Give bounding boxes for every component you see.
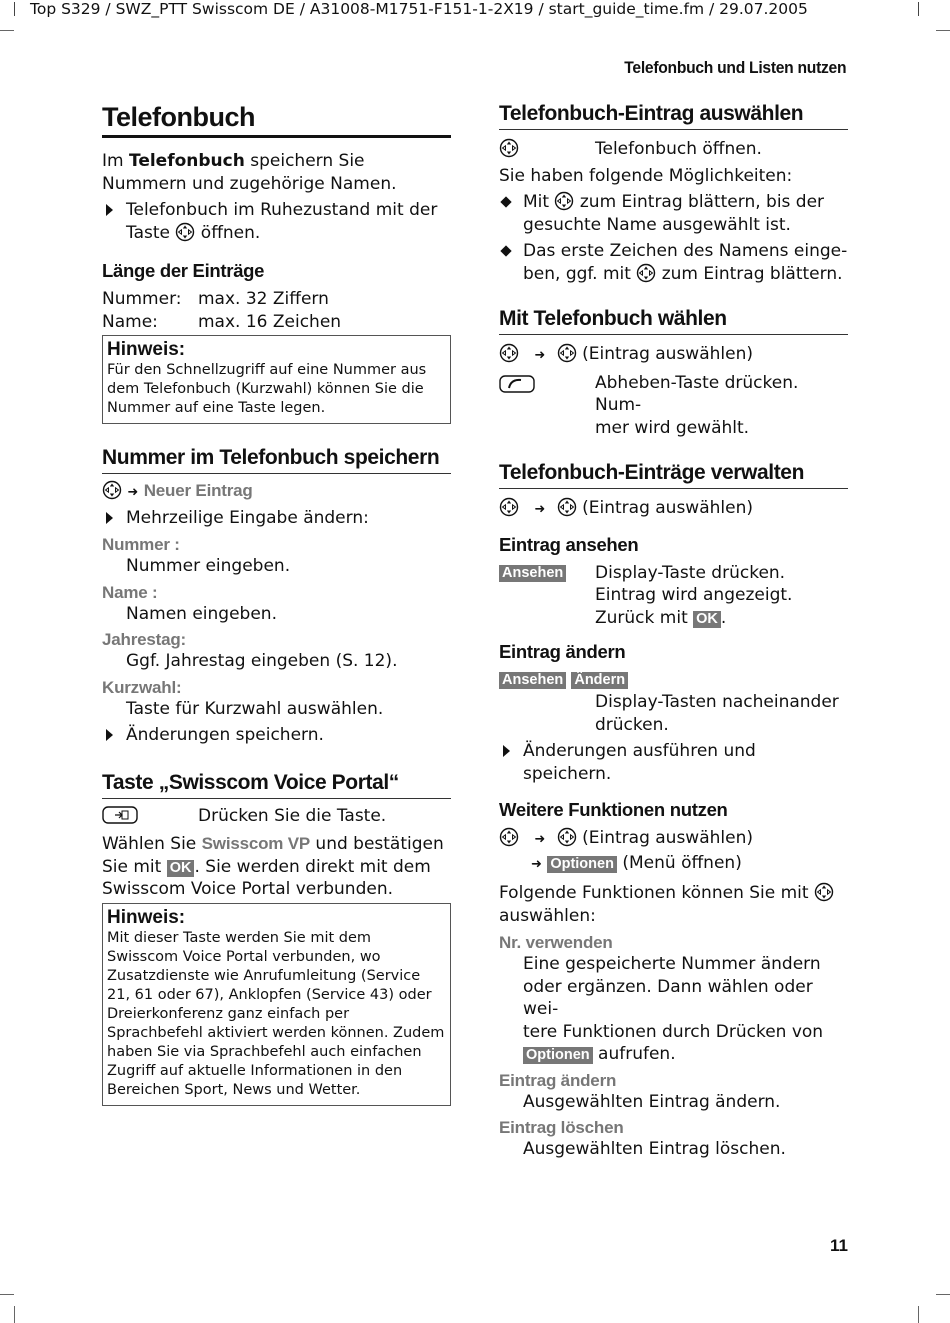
crop-mark (936, 1294, 950, 1295)
section-header: Telefonbuch und Listen nutzen (624, 58, 846, 77)
arrow-right-icon: ➜ (531, 856, 542, 872)
select-entry-row: ➜ (Eintrag auswählen) (499, 497, 848, 522)
navigation-key-icon (499, 497, 519, 517)
arrow-right-icon: ➜ (534, 502, 546, 517)
length-row: Name: max. 16 Zeichen (102, 311, 342, 332)
option-item: Das erste Zeichen des Namens einge- ben, ggf. mit zum Eintrag blättern. (499, 240, 848, 285)
note-heading: Hinweis: (107, 339, 186, 360)
apply-changes-instruction: Änderungen ausführen und speichern. (499, 740, 848, 785)
field-item: Kurzwahl: Taste für Kurzwahl auswählen. (102, 677, 384, 719)
voice-portal-heading: Taste „Swisscom Voice Portal“ (102, 771, 451, 799)
navigation-key-icon (175, 222, 195, 242)
crop-mark (0, 30, 14, 31)
navigation-key-icon (814, 882, 834, 902)
arrow-bullet-icon (106, 204, 113, 216)
dial-row: Abheben-Taste drücken. Num- mer wird gewählt. (499, 372, 848, 440)
edit-softkeys (499, 669, 848, 689)
open-instruction: Telefonbuch im Ruhezustand mit der Taste öffnen. (102, 199, 451, 244)
option-item: Mit zum Eintrag blättern, bis der gesuchte Name ausgewählt ist. (499, 191, 848, 236)
note-body: Mit dieser Taste werden Sie mit dem Swisscom Voice Portal verbunden, wo Zusatzdienste wie Anrufumleitung (Service 21, 61 oder 67), Anklopfen (Service 43) oder Dreierkonferenz ganz einfach per Sprachbefehl aktiviert werden können. Zudem haben Sie via Sprachbefehl auch einfachen Zugriff auf aktuelle Informationen in den Bereichen Sport, News und Wetter. (107, 929, 445, 1098)
multiline-instruction: Mehrzeilige Eingabe ändern: (102, 507, 451, 530)
note-box (102, 335, 451, 424)
page-title: Telefonbuch (102, 102, 451, 138)
speichern-heading: Nummer im Telefonbuch speichern (102, 446, 451, 474)
verwalten-heading: Telefonbuch-Einträge verwalten (499, 461, 848, 489)
field-item: Name : Namen eingeben. (102, 582, 277, 624)
voice-key-row: Drücken Sie die Taste. (102, 805, 451, 828)
optionen-softkey[interactable]: Optionen (547, 856, 617, 873)
navigation-key-icon (499, 827, 519, 847)
crop-mark (936, 30, 950, 31)
auswaehlen-heading: Telefonbuch-Eintrag auswählen (499, 102, 848, 130)
navigation-key-icon (499, 138, 519, 158)
navigation-key-icon (102, 480, 122, 500)
edit-description: Display-Tasten nacheinander drücken. (595, 692, 839, 735)
navigation-key-icon (636, 263, 656, 283)
note-box (102, 903, 451, 1106)
ansehen-softkey[interactable]: Ansehen (499, 565, 566, 582)
navigation-key-icon (554, 191, 574, 211)
left-column (102, 102, 451, 1106)
options-menu-row: ➜ Optionen (Menü öffnen) (499, 852, 848, 877)
select-entry-row: ➜ (Eintrag auswählen) (499, 343, 848, 368)
intro-text: Im Telefonbuch speichern Sie Nummern und zugehörige Namen. (102, 151, 397, 194)
new-entry-path (102, 480, 451, 505)
function-item: Nr. verwenden Eine gespeicherte Nummer ändern oder ergänzen. Dann wählen oder wei- tere Funktionen durch Drücken von Optionen aufrufen. (499, 933, 848, 1066)
navigation-key-icon (557, 497, 577, 517)
crop-mark (14, 2, 15, 16)
ansehen-heading: Eintrag ansehen (499, 533, 639, 555)
length-row: Nummer: max. 32 Ziffern (102, 289, 329, 309)
aendern-softkey[interactable]: Ändern (571, 672, 628, 689)
navigation-key-icon (499, 343, 519, 363)
crop-mark (14, 1306, 15, 1323)
save-instruction: Änderungen speichern. (102, 724, 451, 747)
arrow-bullet-icon (106, 729, 113, 741)
voice-portal-key-icon (102, 805, 138, 825)
note-heading: Hinweis: (107, 906, 186, 928)
arrow-right-icon: ➜ (127, 485, 139, 500)
select-entry-row: ➜ (Eintrag auswählen) (499, 827, 848, 852)
menu-item-eintrag-aendern[interactable]: Eintrag ändern (499, 1070, 617, 1090)
talk-key-icon (499, 374, 535, 394)
function-item: Eintrag ändern Ausgewählten Eintrag ändern. (499, 1071, 848, 1114)
laenge-heading: Länge der Einträge (102, 260, 265, 281)
menu-item-neuer-eintrag[interactable]: Neuer Eintrag (143, 481, 253, 500)
length-table (102, 288, 451, 333)
arrow-bullet-icon (503, 745, 510, 757)
navigation-key-icon (557, 343, 577, 363)
arrow-bullet-icon (106, 512, 113, 524)
aendern-heading: Eintrag ändern (499, 641, 626, 662)
ok-softkey[interactable]: OK (693, 611, 721, 628)
field-item: Jahrestag: Ggf. Jahrestag eingeben (S. 12). (102, 630, 398, 671)
optionen-softkey[interactable]: Optionen (523, 1047, 593, 1064)
diamond-bullet-icon (500, 245, 511, 256)
right-column (499, 102, 848, 1161)
options-intro: Sie haben folgende Möglichkeiten: (499, 165, 793, 186)
menu-item-eintrag-loeschen[interactable]: Eintrag löschen (499, 1118, 624, 1137)
voice-text: Wählen Sie Swisscom VP und bestätigen Sie mit OK . Sie werden direkt mit dem Swisscom Voice Portal verbunden. (102, 834, 444, 899)
crop-mark (918, 2, 919, 16)
crop-mark (918, 1306, 919, 1323)
field-item: Nummer : Nummer eingeben. (102, 535, 291, 576)
ansehen-softkey[interactable]: Ansehen (499, 672, 566, 689)
field-list (102, 535, 451, 720)
file-path-header: Top S329 / SWZ_PTT Swisscom DE / A31008-M1751-F151-1-2X19 / start_guide_time.fm / 29.07.2005 (30, 0, 808, 18)
weitere-heading: Weitere Funktionen nutzen (499, 799, 728, 820)
open-phonebook-row: Telefonbuch öffnen. (499, 138, 848, 161)
arrow-right-icon: ➜ (534, 348, 546, 363)
view-entry-row: Ansehen Display-Taste drücken. Eintrag wird angezeigt. Zurück mit OK . (499, 562, 848, 630)
navigation-key-icon (557, 827, 577, 847)
ok-softkey[interactable]: OK (167, 860, 195, 877)
page-number: 11 (830, 1236, 848, 1255)
note-body: Für den Schnellzugriff auf eine Nummer aus dem Telefonbuch (Kurzwahl) können Sie die Nummer auf eine Taste legen. (107, 362, 427, 416)
functions-intro: Folgende Funktionen können Sie mit auswählen: (499, 882, 848, 927)
function-item: Eintrag löschen Ausgewählten Eintrag löschen. (499, 1118, 848, 1161)
arrow-right-icon: ➜ (534, 832, 546, 847)
waehlen-heading: Mit Telefonbuch wählen (499, 307, 848, 335)
menu-item-nr-verwenden[interactable]: Nr. verwenden (499, 933, 613, 952)
crop-mark (0, 1294, 14, 1295)
diamond-bullet-icon (500, 196, 511, 207)
